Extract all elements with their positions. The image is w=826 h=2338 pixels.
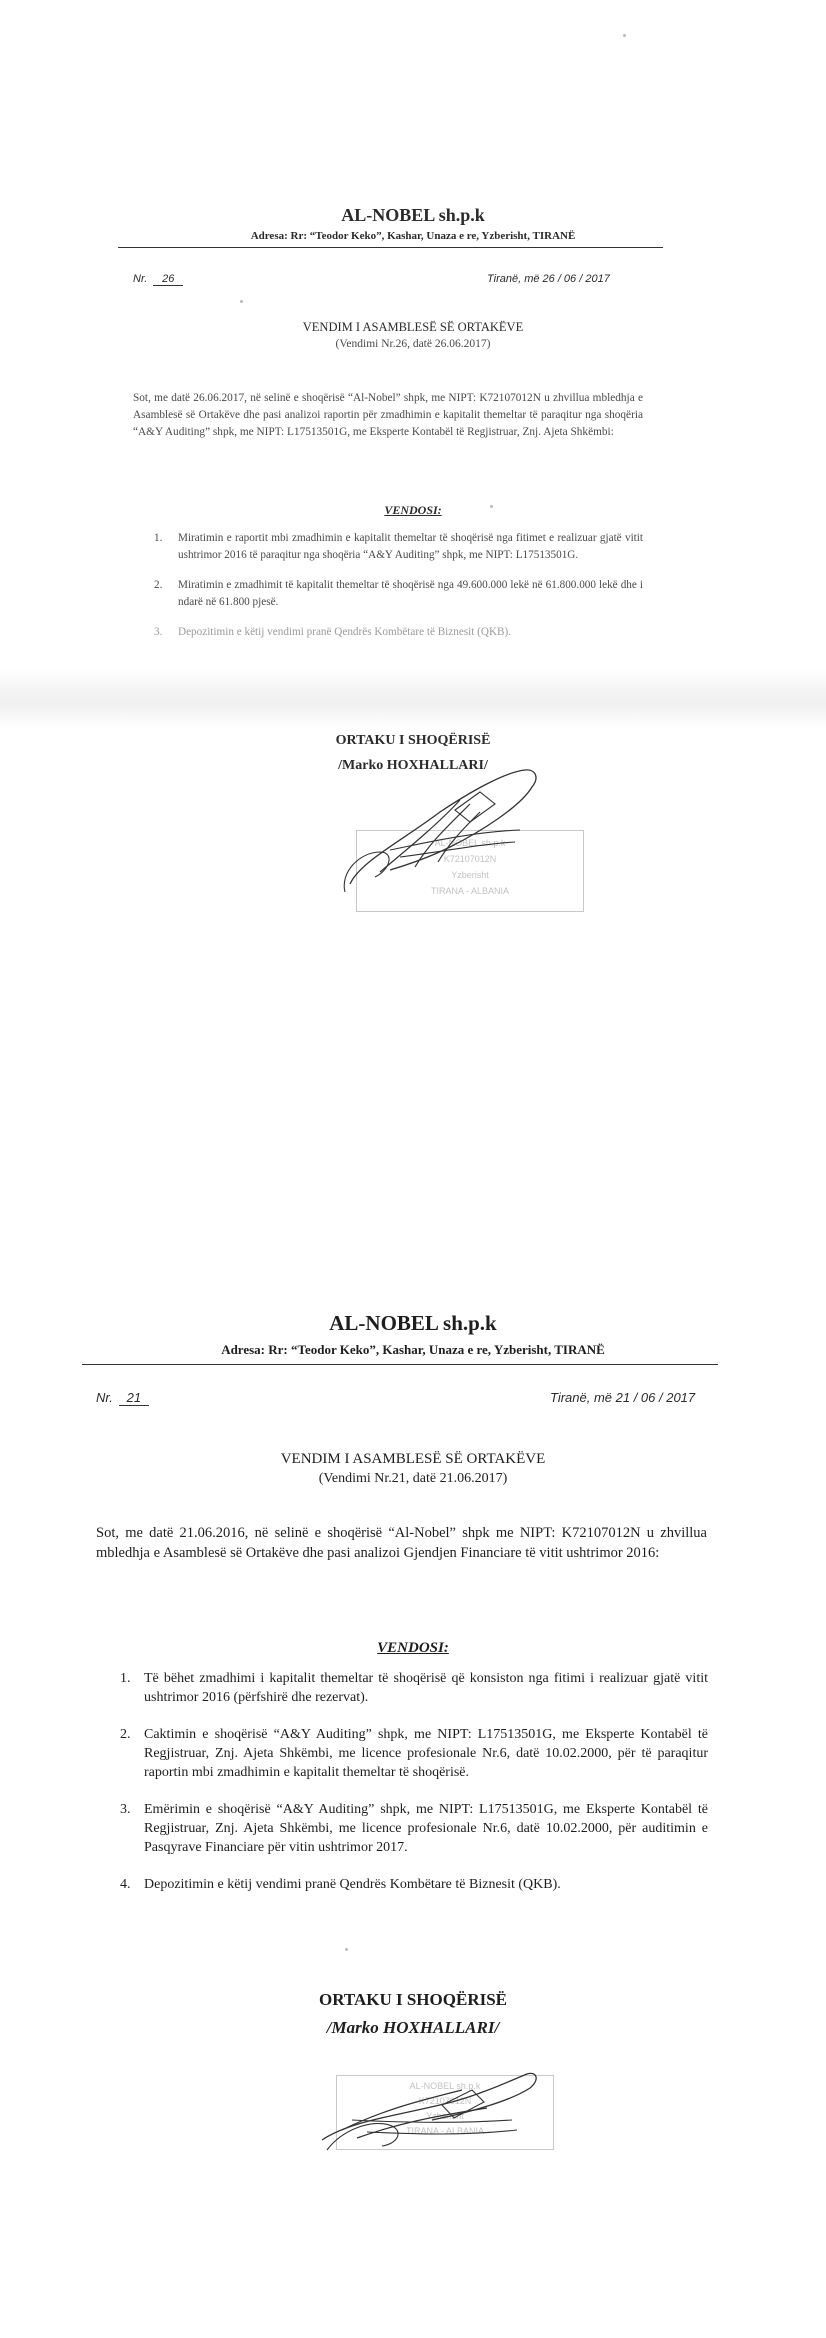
stamp-line: TIRANA - ALBANIA: [405, 2126, 485, 2136]
decision-title: VENDIM I ASAMBLESË SË ORTAKËVE: [280, 1451, 546, 1467]
decision-item: 3. Depozitimin e këtij vendimi pranë Qendrës Kombëtare të Biznesit (QKB).: [154, 626, 512, 638]
company-address: Adresa: Rr: “Teodor Keko”, Kashar, Unaza e re, Yzberisht, TIRANË: [250, 230, 576, 242]
vendosi-heading: VENDOSI:: [377, 1640, 449, 1656]
decision-number: [133, 273, 183, 286]
header-rule: [82, 1364, 718, 1365]
intro-paragraph: Sot, me datë 26.06.2017, në selinë e shoqërisë “Al-Nobel” shpk, me NIPT: K72107012N u zhvillua mbledhja e Asamblesë së Ortakëve dhe pasi analizoi raportin për zmadhimin e kapitalit themeltar të paraqitur nga shoqëria “A&Y Auditing” shpk, me NIPT: L17513501G, me Eksperte Kontabël të Regjistruar, Znj. Ajeta Shkëmbi:: [133, 392, 643, 438]
handwritten-signature: [312, 2060, 552, 2160]
signatory-name: /Marko HOXHALLARI/: [326, 2018, 500, 2037]
handwritten-signature: [320, 752, 550, 902]
decision-subtitle: (Vendimi Nr.21, datë 21.06.2017): [318, 1471, 508, 1486]
signatory-title: ORTAKU I SHOQËRISË: [318, 1990, 508, 2009]
decision-item: 4. Depozitimin e këtij vendimi pranë Qendrës Kombëtare të Biznesit (QKB).: [120, 1877, 561, 1892]
decision-items: [154, 530, 643, 641]
decision-title: VENDIM I ASAMBLESË SË ORTAKËVE: [302, 320, 524, 334]
intro-paragraph: Sot, me datë 21.06.2016, në selinë e shoqërisë “Al-Nobel” shpk me NIPT: K72107012N u zhvillua mbledhja e Asamblesë së Ortakëve dhe pasi analizoi Gjendjen Financiare të vitit ushtrimor 2016:: [96, 1525, 707, 1561]
stamp-line: K72107012N: [443, 854, 497, 864]
decision-item: 3. Emërimin e shoqërisë “A&Y Auditing” shpk, me NIPT: L17513501G, me Eksperte Kontabël të Regjistruar, Znj. Ajeta Shkëmbi, me licence profesionale Nr.6, datë 10.02.2000, për auditimin e Pasqyrave Financiare për vitin ushtrimor 2017.: [120, 1802, 708, 1855]
decision-item: 2. Miratimin e zmadhimit të kapitalit themeltar të shoqërisë nga 49.600.000 lekë në 61.800.000 lekë dhe i ndarë në 61.800 pjesë.: [154, 579, 643, 608]
scan-shadow-band: [0, 668, 826, 728]
signatory-name: /Marko HOXHALLARI/: [338, 758, 488, 773]
decision-item: 1. Miratimin e raportit mbi zmadhimin e kapitalit themeltar të shoqërisë nga fitimet e realizuar gjatë vitit ushtrimor 2016 të paraqitur nga shoqëria “A&Y Auditing” shpk, me NIPT: L17513501G.: [154, 532, 643, 561]
document-page-1: [0, 0, 826, 1160]
signatory-title: ORTAKU I SHOQËRISË: [335, 733, 491, 748]
stamp-line: Yzberisht: [426, 2111, 464, 2121]
decision-item: 2. Caktimin e shoqërisë “A&Y Auditing” shpk, me NIPT: L17513501G, me Eksperte Kontabël të Regjistruar, Znj. Ajeta Shkëmbi, me licence profesionale Nr.6, datë 10.02.2000, për të paraqitur raportin mbi zmadhimin e kapitalit themeltar të shoqërisë.: [120, 1727, 708, 1780]
decision-number-label: Nr.: [96, 1390, 113, 1405]
stamp-line: AL-NOBEL sh.p.k: [434, 838, 506, 848]
decision-number: [96, 1390, 149, 1406]
decision-item: 1. Të bëhet zmadhimi i kapitalit themeltar të shoqërisë që konsiston nga fitimi i realizuar gjatë vitit ushtrimor 2016 (përfshirë dhe rezervat).: [120, 1671, 708, 1705]
company-name: AL-NOBEL sh.p.k: [341, 205, 485, 225]
stamp-line: AL-NOBEL sh.p.k: [409, 2081, 481, 2091]
decision-subtitle: (Vendimi Nr.26, datë 26.06.2017): [335, 338, 491, 350]
decision-date: Tiranë, më 26 / 06 / 2017: [487, 273, 610, 285]
company-name: AL-NOBEL sh.p.k: [329, 1311, 497, 1335]
stamp-line: TIRANA - ALBANIA: [430, 886, 510, 896]
decision-items: [120, 1669, 708, 1894]
decision-number-label: Nr.: [133, 273, 148, 285]
stamp-line: Yzberisht: [451, 870, 489, 880]
vendosi-heading: VENDOSI:: [384, 503, 442, 517]
stamp-line: K72107012N: [418, 2096, 472, 2106]
header-rule: [118, 247, 663, 248]
document-page-2: [0, 1160, 826, 2338]
decision-number-value: 26: [153, 273, 183, 286]
decision-date: Tiranë, më 21 / 06 / 2017: [550, 1390, 696, 1405]
company-address: Adresa: Rr: “Teodor Keko”, Kashar, Unaza e re, Yzberisht, TIRANË: [221, 1342, 605, 1357]
decision-number-value: 21: [119, 1390, 149, 1406]
